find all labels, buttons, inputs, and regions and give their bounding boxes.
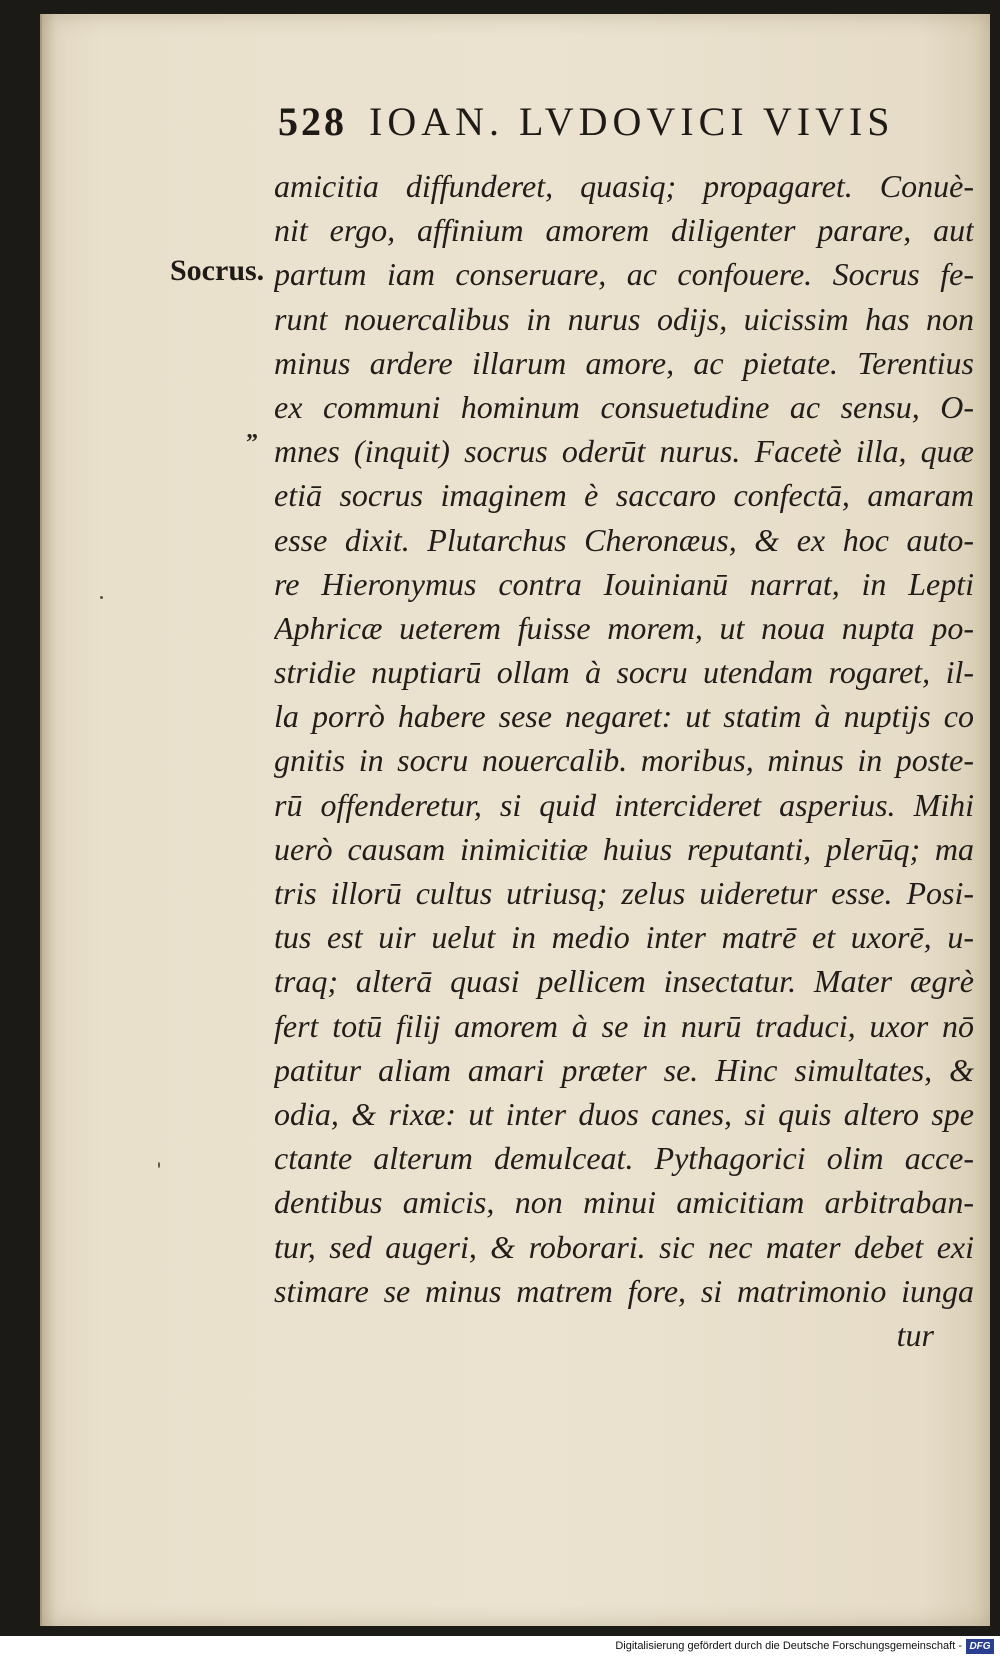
text-line: tus est uir uelut in medio inter matrē et uxorē, u- (274, 919, 974, 956)
text-line: esse dixit. Plutarchus Cheronæus, & ex hoc auto- (274, 521, 974, 558)
text-line: rū offenderetur, si quid intercideret asperius. Mihi (274, 786, 974, 823)
text-line: re Hieronymus contra Iouinianū narrat, in Lepti (274, 565, 974, 602)
text-line: gnitis in socru nouercalib. moribus, minus in poste- (274, 742, 974, 779)
text-line: Aphricæ ueterem fuisse morem, ut noua nupta po- (274, 609, 974, 646)
marginal-note: Socrus. (170, 254, 265, 287)
text-line: nit ergo, affinium amorem diligenter parare, aut (274, 212, 974, 249)
text-line: stimare se minus matrem fore, si matrimonio iunga (274, 1272, 974, 1309)
text-line: uerò causam inimicitiæ huius reputanti, plerūq; ma (274, 830, 974, 867)
text-line: ctante alterum demulceat. Pythagorici olim acce- (274, 1140, 974, 1177)
book-page (40, 14, 990, 1626)
quotation-mark: ” (246, 430, 258, 456)
text-line: ex communi hominum consuetudine ac sensu, O- (274, 388, 974, 425)
text-line: dentibus amicis, non minui amicitiam arbitraban- (274, 1184, 974, 1221)
page-number: 528 (278, 99, 347, 144)
text-line: patitur aliam amari præter se. Hinc simultates, & (274, 1051, 974, 1088)
ink-speck (158, 1162, 160, 1168)
body-text (274, 164, 974, 1357)
text-line: odia, & rixæ: ut inter duos canes, si quis altero spe (274, 1095, 974, 1132)
text-line: tris illorū cultus utriusq; zelus uideretur esse. Posi- (274, 875, 974, 911)
text-line: mnes (inquit) socrus oderūt nurus. Facetè illa, quæ (274, 433, 974, 470)
running-title: IOAN. LVDOVICI VIVIS (369, 99, 895, 144)
text-line: minus ardere illarum amore, ac pietate. Terentius (274, 344, 974, 381)
text-line: stridie nuptiarū ollam à socru utendam rogaret, il- (274, 654, 974, 691)
text-line: partum iam conseruare, ac confouere. Socrus fe- (274, 256, 974, 293)
text-line: fert totū filij amorem à se in nurū traduci, uxor nō (274, 1007, 974, 1044)
digitization-footer (0, 1636, 1000, 1659)
text-line: etiā socrus imaginem è saccaro confectā, amaram (274, 477, 974, 514)
dfg-logo: DFG (966, 1639, 994, 1654)
running-head (278, 98, 958, 158)
text-line: amicitia diffunderet, quasiq; propagaret. Conuè- (274, 168, 974, 204)
ink-speck (100, 596, 103, 599)
text-line: runt nouercalibus in nurus odijs, uicissim has non (274, 300, 974, 337)
text-line: la porrò habere sese negaret: ut statim à nuptijs co (274, 698, 974, 735)
funding-credit: Digitalisierung gefördert durch die Deutsche Forschungsgemeinschaft - (615, 1640, 962, 1652)
text-line: traq; alterā quasi pellicem insectatur. Mater ægrè (274, 963, 974, 1000)
text-line: tur, sed augeri, & roborari. sic nec mater debet exi (274, 1228, 974, 1265)
catchword: tur (896, 1316, 934, 1353)
